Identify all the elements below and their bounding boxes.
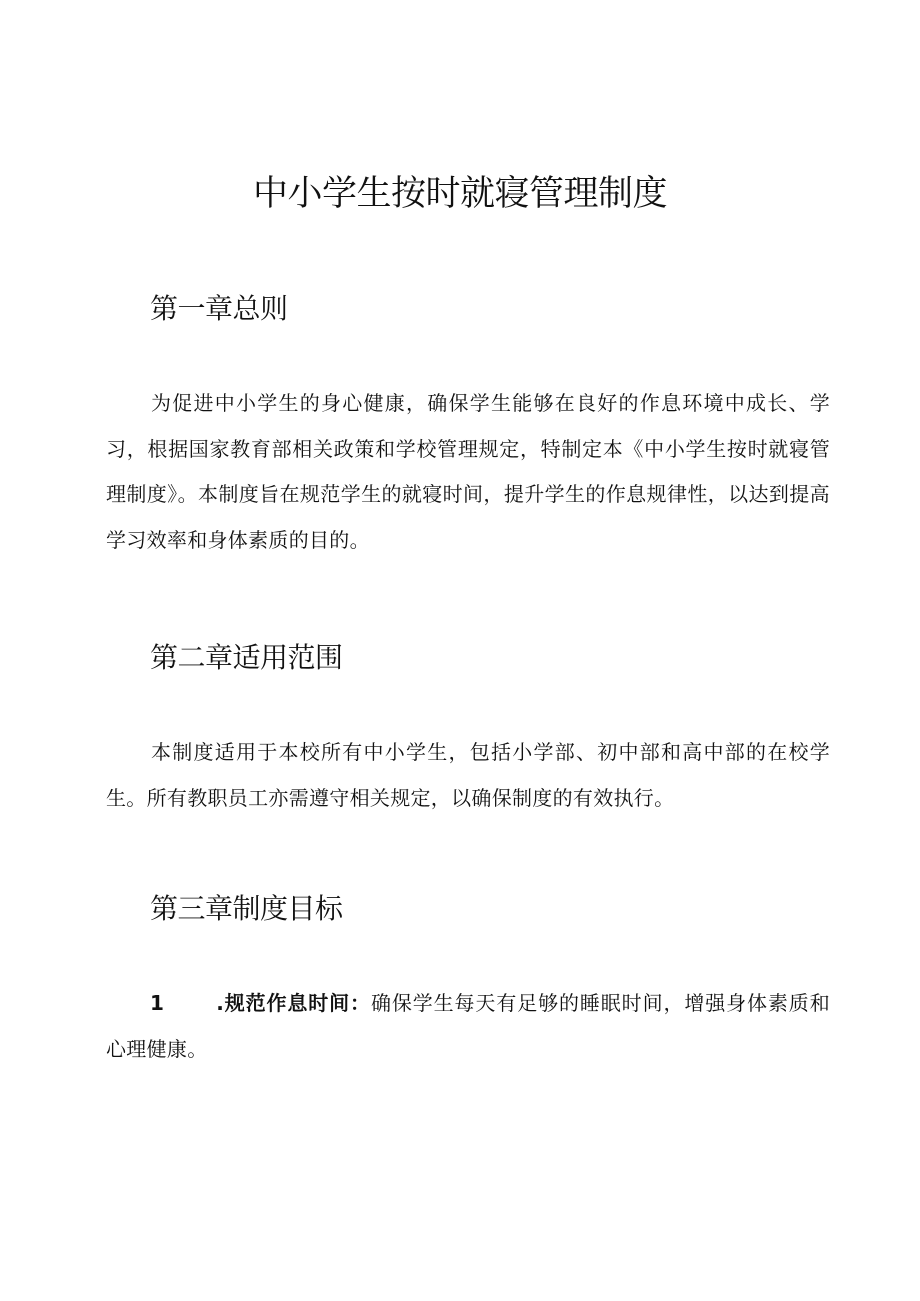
chapter-1-paragraph-text: 为促进中小学生的身心健康，确保学生能够在良好的作息环境中成长、学习，根据国家教育部相关政策和学校管理规定，特制定本《中小学生按时就寝管理制度》。本制度旨在规范学生的就寝时间，提升学生的作息规律性，以达到提高学习效率和身体素质的目的。 <box>106 391 830 552</box>
chapter-2-paragraph-text: 本制度适用于本校所有中小学生，包括小学部、初中部和高中部的在校学生。所有教职员工亦需遵守相关规定，以确保制度的有效执行。 <box>106 740 830 810</box>
list-item-text: 确保学生每天有足够的睡眠时间，增强身体素质和心理健康。 <box>106 991 831 1061</box>
list-item-number: 1 <box>150 991 165 1015</box>
chapter-1-paragraph <box>106 381 830 563</box>
list-item-term: .规范作息时间： <box>216 991 371 1015</box>
chapter-3-heading: 第三章制度目标 <box>150 892 343 925</box>
chapter-1-heading: 第一章总则 <box>150 292 288 325</box>
chapter-2-paragraph <box>106 730 830 821</box>
chapter-2-heading: 第二章适用范围 <box>150 641 343 674</box>
document-title: 中小学生按时就寝管理制度 <box>252 174 667 214</box>
chapter-3-list-item <box>106 981 830 1072</box>
